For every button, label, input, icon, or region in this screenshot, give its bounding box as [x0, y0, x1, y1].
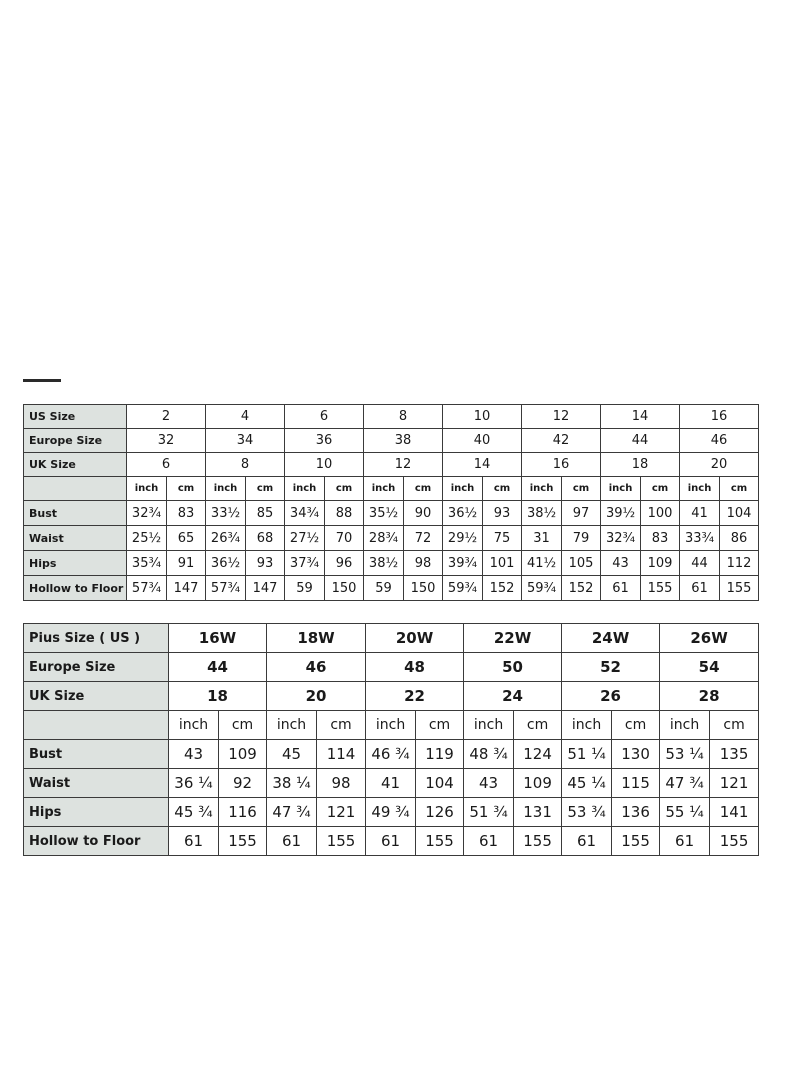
measure-value: 25½ [127, 526, 167, 551]
uk-size-value: 10 [285, 453, 364, 477]
measure-row [24, 501, 759, 526]
unit-inch: inch [366, 711, 416, 740]
europe-size-value: 50 [464, 653, 562, 682]
measure-value: 33½ [206, 501, 246, 526]
measure-value: 104 [720, 501, 759, 526]
measure-value: 109 [514, 769, 562, 798]
uk-size-row [24, 682, 759, 711]
measure-value: 51 ¼ [562, 740, 612, 769]
us-size-row [24, 624, 759, 653]
unit-cm: cm [641, 477, 680, 501]
europe-size-row [24, 653, 759, 682]
measure-value: 100 [641, 501, 680, 526]
measure-value: 147 [246, 576, 285, 601]
unit-inch: inch [601, 477, 641, 501]
uk-size-value: 8 [206, 453, 285, 477]
measure-value: 135 [710, 740, 759, 769]
us-size-value: 18W [267, 624, 366, 653]
measure-value: 150 [325, 576, 364, 601]
measure-value: 150 [404, 576, 443, 601]
unit-inch: inch [267, 711, 317, 740]
measure-value: 96 [325, 551, 364, 576]
uk-size-value: 26 [562, 682, 660, 711]
measure-row [24, 551, 759, 576]
measure-value: 59¾ [443, 576, 483, 601]
unit-inch: inch [127, 477, 167, 501]
measure-row [24, 798, 759, 827]
measure-value: 61 [680, 576, 720, 601]
measure-value: 45 [267, 740, 317, 769]
measure-value: 104 [416, 769, 464, 798]
us-size-value: 26W [660, 624, 759, 653]
measure-value: 41 [366, 769, 416, 798]
measure-value: 61 [169, 827, 219, 856]
measure-value: 28¾ [364, 526, 404, 551]
unit-cm: cm [562, 477, 601, 501]
europe-size-value: 46 [267, 653, 366, 682]
measure-value: 59¾ [522, 576, 562, 601]
measure-row [24, 827, 759, 856]
measure-value: 141 [710, 798, 759, 827]
measure-row [24, 769, 759, 798]
europe-size-value: 44 [601, 429, 680, 453]
measure-value: 36½ [206, 551, 246, 576]
europe-size-value: 32 [127, 429, 206, 453]
measure-value: 35½ [364, 501, 404, 526]
europe-size-value: 54 [660, 653, 759, 682]
us-size-value: 22W [464, 624, 562, 653]
size-chart-standard [23, 404, 759, 601]
measure-value: 51 ¾ [464, 798, 514, 827]
uk-size-value: 18 [601, 453, 680, 477]
measure-value: 57¾ [206, 576, 246, 601]
measure-value: 26¾ [206, 526, 246, 551]
measure-value: 75 [483, 526, 522, 551]
measure-value: 155 [720, 576, 759, 601]
measure-label: Waist [24, 769, 169, 798]
measure-value: 85 [246, 501, 285, 526]
us-size-value: 2 [127, 405, 206, 429]
europe-size-value: 52 [562, 653, 660, 682]
unit-row [24, 477, 759, 501]
us-size-value: 14 [601, 405, 680, 429]
measure-value: 105 [562, 551, 601, 576]
measure-value: 93 [246, 551, 285, 576]
measure-value: 36½ [443, 501, 483, 526]
unit-cm: cm [416, 711, 464, 740]
measure-value: 115 [612, 769, 660, 798]
uk-size-value: 18 [169, 682, 267, 711]
uk-size-value: 20 [680, 453, 759, 477]
measure-value: 59 [364, 576, 404, 601]
us-size-value: 8 [364, 405, 443, 429]
measure-value: 43 [601, 551, 641, 576]
measure-value: 65 [167, 526, 206, 551]
unit-inch: inch [443, 477, 483, 501]
measure-value: 31 [522, 526, 562, 551]
unit-cm: cm [404, 477, 443, 501]
uk-size-value: 16 [522, 453, 601, 477]
divider-rule [23, 379, 61, 382]
measure-label: Waist [24, 526, 127, 551]
uk-size-value: 6 [127, 453, 206, 477]
europe-size-value: 46 [680, 429, 759, 453]
europe-size-value: 48 [366, 653, 464, 682]
measure-value: 44 [680, 551, 720, 576]
measure-label: Hollow to Floor [24, 827, 169, 856]
size-chart-plus [23, 623, 759, 856]
measure-value: 70 [325, 526, 364, 551]
us-size-value: 24W [562, 624, 660, 653]
measure-value: 59 [285, 576, 325, 601]
europe-size-value: 34 [206, 429, 285, 453]
measure-value: 131 [514, 798, 562, 827]
measure-value: 155 [219, 827, 267, 856]
measure-value: 29½ [443, 526, 483, 551]
us-size-row [24, 405, 759, 429]
measure-value: 147 [167, 576, 206, 601]
europe-size-value: 44 [169, 653, 267, 682]
measure-value: 48 ¾ [464, 740, 514, 769]
europe-size-value: 40 [443, 429, 522, 453]
unit-inch: inch [680, 477, 720, 501]
measure-value: 98 [404, 551, 443, 576]
measure-value: 39½ [601, 501, 641, 526]
measure-value: 37¾ [285, 551, 325, 576]
measure-value: 36 ¼ [169, 769, 219, 798]
measure-row [24, 576, 759, 601]
us-size-value: 10 [443, 405, 522, 429]
measure-value: 49 ¾ [366, 798, 416, 827]
measure-value: 34¾ [285, 501, 325, 526]
measure-value: 136 [612, 798, 660, 827]
measure-value: 116 [219, 798, 267, 827]
measure-value: 112 [720, 551, 759, 576]
us-size-label: US Size [24, 405, 127, 429]
measure-value: 27½ [285, 526, 325, 551]
measure-value: 38½ [522, 501, 562, 526]
measure-value: 155 [641, 576, 680, 601]
measure-value: 38 ¼ [267, 769, 317, 798]
measure-value: 72 [404, 526, 443, 551]
us-size-value: 4 [206, 405, 285, 429]
europe-size-label: Europe Size [24, 429, 127, 453]
unit-inch: inch [562, 711, 612, 740]
measure-value: 152 [483, 576, 522, 601]
measure-value: 155 [710, 827, 759, 856]
unit-cm: cm [514, 711, 562, 740]
uk-size-value: 12 [364, 453, 443, 477]
measure-label: Hips [24, 798, 169, 827]
unit-inch: inch [364, 477, 404, 501]
unit-row [24, 711, 759, 740]
unit-cm: cm [710, 711, 759, 740]
measure-value: 124 [514, 740, 562, 769]
measure-value: 121 [317, 798, 366, 827]
measure-value: 83 [167, 501, 206, 526]
unit-inch: inch [660, 711, 710, 740]
unit-inch: inch [285, 477, 325, 501]
measure-value: 61 [267, 827, 317, 856]
measure-value: 68 [246, 526, 285, 551]
measure-value: 155 [317, 827, 366, 856]
measure-value: 46 ¾ [366, 740, 416, 769]
europe-size-row [24, 429, 759, 453]
unit-row-blank [24, 477, 127, 501]
measure-value: 47 ¾ [660, 769, 710, 798]
measure-value: 79 [562, 526, 601, 551]
measure-label: Hips [24, 551, 127, 576]
uk-size-value: 24 [464, 682, 562, 711]
uk-size-value: 28 [660, 682, 759, 711]
measure-value: 47 ¾ [267, 798, 317, 827]
measure-value: 38½ [364, 551, 404, 576]
unit-cm: cm [325, 477, 364, 501]
measure-value: 93 [483, 501, 522, 526]
measure-value: 119 [416, 740, 464, 769]
uk-size-value: 20 [267, 682, 366, 711]
measure-value: 43 [169, 740, 219, 769]
us-size-label: Pius Size ( US ) [24, 624, 169, 653]
measure-value: 61 [464, 827, 514, 856]
measure-label: Bust [24, 740, 169, 769]
europe-size-value: 36 [285, 429, 364, 453]
measure-value: 45 ¾ [169, 798, 219, 827]
us-size-value: 6 [285, 405, 364, 429]
measure-value: 41 [680, 501, 720, 526]
measure-value: 61 [601, 576, 641, 601]
europe-size-value: 38 [364, 429, 443, 453]
measure-value: 41½ [522, 551, 562, 576]
measure-value: 130 [612, 740, 660, 769]
unit-inch: inch [169, 711, 219, 740]
measure-value: 155 [612, 827, 660, 856]
measure-label: Hollow to Floor [24, 576, 127, 601]
us-size-value: 12 [522, 405, 601, 429]
measure-value: 53 ¼ [660, 740, 710, 769]
measure-value: 61 [660, 827, 710, 856]
measure-value: 91 [167, 551, 206, 576]
measure-value: 121 [710, 769, 759, 798]
measure-value: 43 [464, 769, 514, 798]
unit-inch: inch [464, 711, 514, 740]
measure-value: 109 [641, 551, 680, 576]
measure-value: 39¾ [443, 551, 483, 576]
unit-inch: inch [206, 477, 246, 501]
uk-size-row [24, 453, 759, 477]
measure-value: 35¾ [127, 551, 167, 576]
measure-value: 98 [317, 769, 366, 798]
unit-cm: cm [612, 711, 660, 740]
measure-value: 55 ¼ [660, 798, 710, 827]
measure-row [24, 526, 759, 551]
unit-row-blank [24, 711, 169, 740]
uk-size-value: 14 [443, 453, 522, 477]
measure-value: 86 [720, 526, 759, 551]
us-size-value: 16 [680, 405, 759, 429]
measure-value: 152 [562, 576, 601, 601]
measure-value: 45 ¼ [562, 769, 612, 798]
measure-label: Bust [24, 501, 127, 526]
measure-value: 88 [325, 501, 364, 526]
measure-value: 109 [219, 740, 267, 769]
measure-value: 83 [641, 526, 680, 551]
measure-value: 126 [416, 798, 464, 827]
uk-size-label: UK Size [24, 453, 127, 477]
measure-value: 101 [483, 551, 522, 576]
unit-cm: cm [219, 711, 267, 740]
uk-size-label: UK Size [24, 682, 169, 711]
measure-value: 90 [404, 501, 443, 526]
measure-value: 155 [514, 827, 562, 856]
measure-value: 53 ¾ [562, 798, 612, 827]
measure-value: 114 [317, 740, 366, 769]
measure-row [24, 740, 759, 769]
unit-cm: cm [167, 477, 206, 501]
measure-value: 57¾ [127, 576, 167, 601]
measure-value: 32¾ [127, 501, 167, 526]
unit-cm: cm [720, 477, 759, 501]
unit-cm: cm [483, 477, 522, 501]
measure-value: 61 [562, 827, 612, 856]
uk-size-value: 22 [366, 682, 464, 711]
measure-value: 32¾ [601, 526, 641, 551]
europe-size-label: Europe Size [24, 653, 169, 682]
us-size-value: 16W [169, 624, 267, 653]
measure-value: 61 [366, 827, 416, 856]
unit-cm: cm [246, 477, 285, 501]
unit-inch: inch [522, 477, 562, 501]
unit-cm: cm [317, 711, 366, 740]
measure-value: 92 [219, 769, 267, 798]
measure-value: 155 [416, 827, 464, 856]
measure-value: 33¾ [680, 526, 720, 551]
europe-size-value: 42 [522, 429, 601, 453]
us-size-value: 20W [366, 624, 464, 653]
measure-value: 97 [562, 501, 601, 526]
